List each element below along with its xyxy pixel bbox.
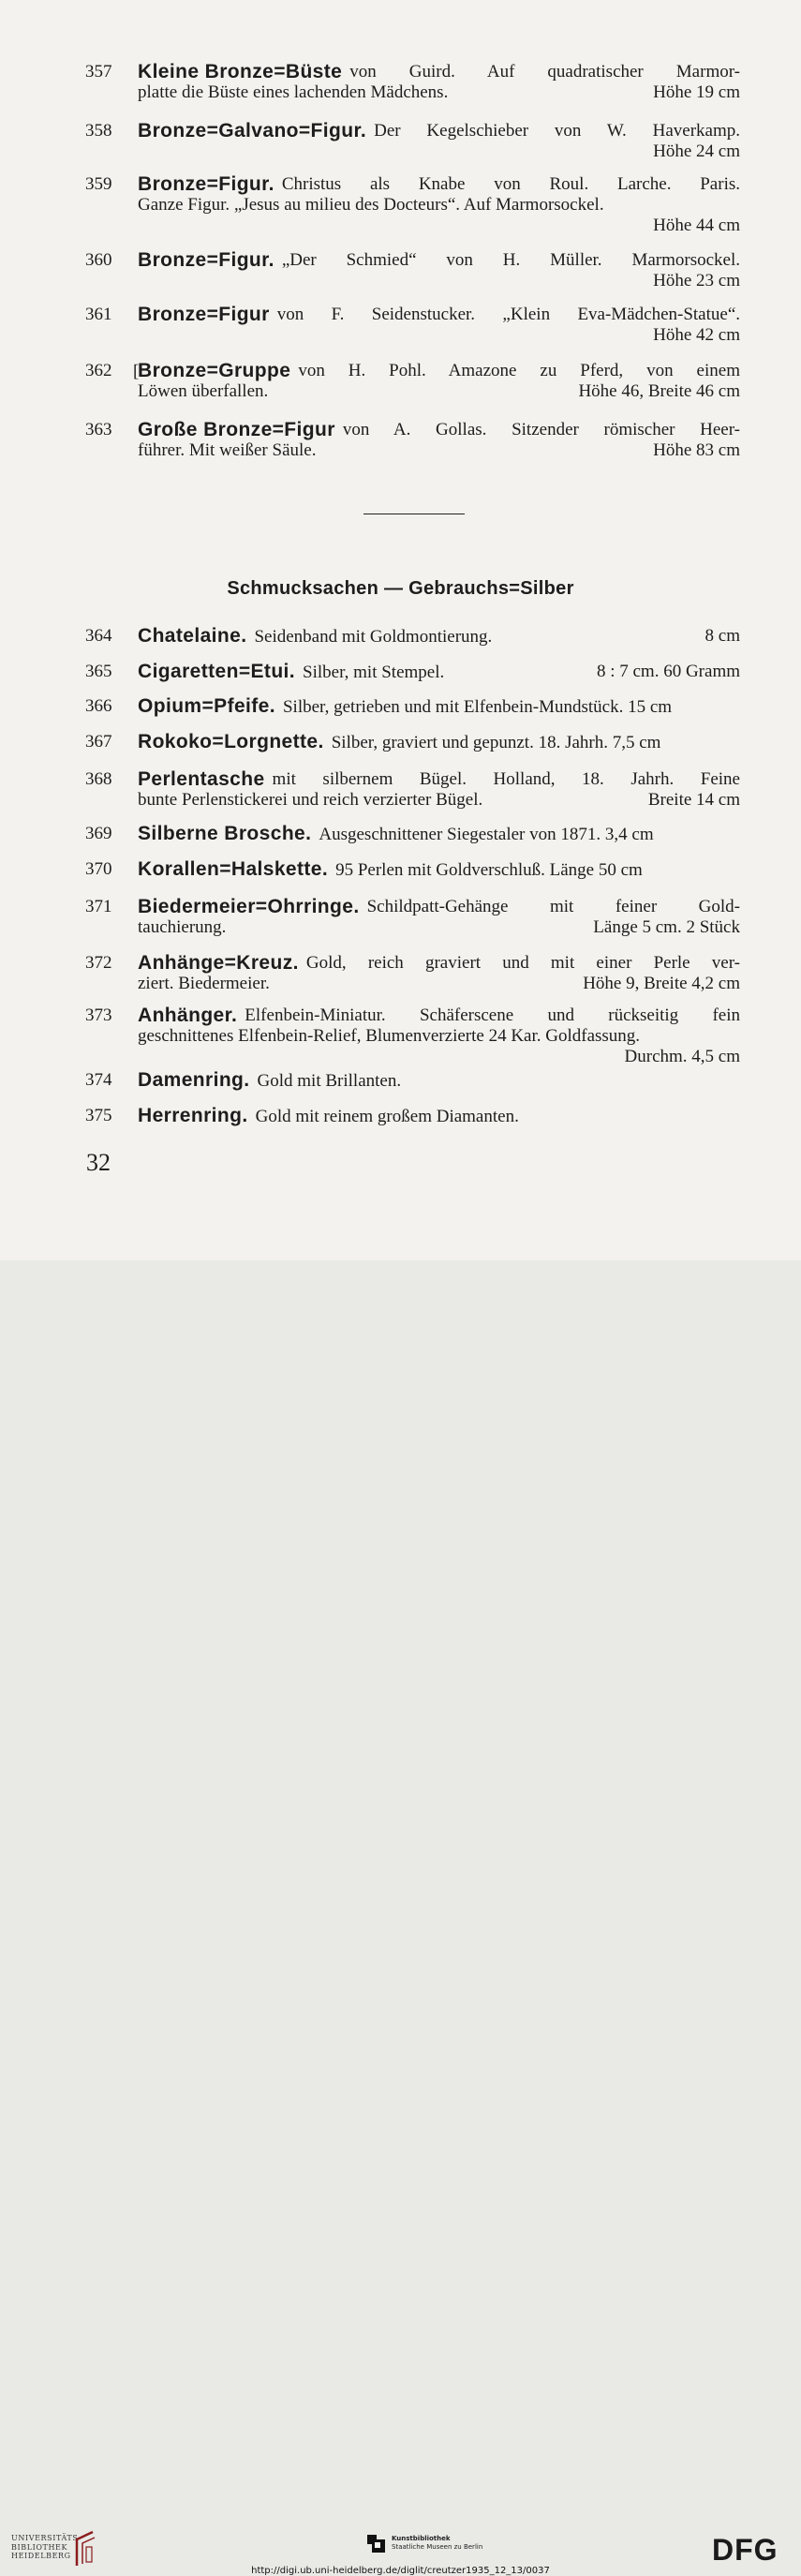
entry-heading: Bronze=Gruppe [138, 360, 291, 381]
entry-line [138, 1005, 740, 1026]
entry-number: 372 [85, 953, 112, 973]
entry-dimensions: Länge 5 cm. 2 Stück [593, 917, 740, 937]
entry-dimensions: Höhe 44 cm [653, 216, 740, 235]
entry-description: von H. Pohl. Amazone zu Pferd, von einem [298, 361, 740, 380]
entry-number: 375 [85, 1106, 112, 1125]
entry-line [138, 917, 740, 938]
entry-line [138, 325, 740, 346]
entry-description: bunte Perlenstickerei und reich verzierter Bügel. [138, 790, 483, 810]
entry-heading: Bronze=Figur. [138, 249, 274, 271]
entry-description: „Der Schmied“ von H. Müller. Marmorsockel. [281, 250, 740, 270]
entry-number: 361 [85, 305, 112, 324]
entry-dimensions: Höhe 83 cm [653, 440, 740, 460]
entry-line [138, 953, 740, 974]
entry-number: 365 [85, 662, 112, 681]
entry-line [138, 897, 740, 917]
entry-description: Seidenband mit Goldmontierung. [254, 627, 493, 647]
entry-description: Elfenbein-Miniatur. Schäferscene und rückseitig fein [245, 1005, 740, 1025]
entry-line [138, 420, 740, 440]
entry-heading: Anhänger. [138, 1005, 238, 1026]
entry-dimensions: Höhe 46, Breite 46 cm [578, 381, 740, 401]
entry-number: 370 [85, 859, 112, 879]
entry-line [138, 974, 740, 994]
entry-description: Silber, getrieben und mit Elfenbein-Mundstück. 15 cm [282, 697, 673, 717]
entry-heading: Herrenring. [138, 1105, 248, 1126]
entry-line [138, 195, 740, 216]
kunstbibliothek-text: Kunstbibliothek Staatliche Museen zu Berlin [392, 2535, 483, 2551]
entry-line [138, 626, 740, 647]
source-url[interactable]: http://digi.ub.uni-heidelberg.de/diglit/creutzer1935_12_13/0037 [251, 2566, 550, 2576]
entry-heading: Korallen=Halskette. [138, 858, 329, 880]
university-logo-icon [74, 2530, 96, 2568]
entry-line [138, 824, 740, 844]
entry-heading: Rokoko=Lorgnette. [138, 731, 324, 752]
entry-number: 373 [85, 1005, 112, 1025]
entry-line [138, 732, 740, 752]
entry-text [138, 174, 740, 236]
entry-text [138, 769, 740, 811]
entry-line [138, 174, 740, 195]
entry-dimensions: Höhe 19 cm [653, 82, 740, 102]
entry-text [138, 250, 740, 291]
entry-line [138, 82, 740, 103]
entry-dimensions: Höhe 23 cm [653, 271, 740, 290]
entry-description: Löwen überfallen. [138, 381, 269, 401]
entry-text [138, 121, 740, 162]
bracket-mark: [ [133, 362, 140, 381]
entry-heading: Perlentasche [138, 768, 265, 790]
entry-heading: Bronze=Figur. [138, 173, 274, 195]
footer-bar [0, 1260, 801, 2576]
entry-description: von Guird. Auf quadratischer Marmor- [349, 62, 740, 82]
entry-description: tauchierung. [138, 917, 227, 937]
entry-description: Gold mit reinem großem Diamanten. [255, 1107, 519, 1126]
entry-dimensions: 8 : 7 cm. 60 Gramm [596, 662, 740, 681]
entry-description: Christus als Knabe von Roul. Larche. Paris. [281, 174, 740, 194]
university-library-text: UNIVERSITÄTS- BIBLIOTHEK HEIDELBERG [11, 2534, 82, 2560]
entry-text [138, 732, 740, 752]
entry-description: Silber, mit Stempel. [303, 663, 445, 682]
entry-text [138, 696, 740, 717]
entry-number: 358 [85, 121, 112, 141]
entry-description: platte die Büste eines lachenden Mädchens. [138, 82, 449, 102]
entry-text [138, 859, 740, 880]
entry-heading: Kleine Bronze=Büste [138, 61, 343, 82]
entry-description: Der Kegelschieber von W. Haverkamp. [374, 121, 740, 141]
entry-line [138, 790, 740, 811]
entry-dimensions: Durchm. 4,5 cm [624, 1047, 740, 1066]
dfg-logo: DFG [712, 2533, 779, 2567]
entry-number: 369 [85, 824, 112, 843]
entry-line [138, 250, 740, 271]
entry-description: Ganze Figur. „Jesus au milieu des Docteurs“. Auf Marmorsockel. [138, 195, 604, 215]
entry-heading: Silberne Brosche. [138, 823, 312, 844]
entry-number: 371 [85, 897, 112, 916]
entry-text [138, 897, 740, 938]
entry-line [138, 1070, 740, 1091]
entry-number: 362 [85, 361, 112, 380]
entry-text [138, 662, 740, 682]
entry-dimensions: 8 cm [705, 626, 740, 646]
entry-line [138, 696, 740, 717]
entry-text [138, 420, 740, 461]
entry-description: mit silbernem Bügel. Holland, 18. Jahrh. Feine [272, 769, 740, 789]
entry-line [138, 381, 740, 402]
entry-dimensions: Breite 14 cm [647, 790, 740, 810]
entry-description: ziert. Biedermeier. [138, 974, 270, 993]
entry-line [138, 305, 740, 325]
entry-number: 367 [85, 732, 112, 752]
entry-heading: Biedermeier=Ohrringe. [138, 896, 360, 917]
section-title: Schmucksachen — Gebrauchs=Silber [227, 578, 574, 599]
entry-text [138, 1005, 740, 1067]
entry-line [138, 1026, 740, 1047]
entry-number: 359 [85, 174, 112, 194]
entry-text [138, 953, 740, 994]
entry-text [138, 824, 740, 844]
entry-heading: Bronze=Figur [138, 304, 270, 325]
entry-description: Ausgeschnittener Siegestaler von 1871. 3,4 cm [319, 825, 654, 844]
entry-heading: Damenring. [138, 1069, 250, 1091]
kunstbibliothek-logo-icon [367, 2535, 388, 2554]
entry-text [138, 305, 740, 346]
entry-description: geschnittenes Elfenbein-Relief, Blumenverzierte 24 Kar. Goldfassung. [138, 1026, 641, 1046]
entry-number: 363 [85, 420, 112, 439]
entry-line [138, 361, 740, 381]
entry-text [138, 361, 740, 402]
entry-line [138, 1106, 740, 1126]
entry-line [138, 1047, 740, 1067]
entry-heading: Chatelaine. [138, 625, 247, 647]
entry-line [138, 440, 740, 461]
entry-line [138, 62, 740, 82]
entry-text [138, 62, 740, 103]
entry-description: Gold, reich graviert und mit einer Perle ver- [305, 953, 740, 973]
entry-description: 95 Perlen mit Goldverschluß. Länge 50 cm [335, 860, 643, 880]
entry-description: von F. Seidenstucker. „Klein Eva-Mädchen-Statue“. [276, 305, 740, 324]
entry-heading: Anhänge=Kreuz. [138, 952, 299, 974]
entry-number: 364 [85, 626, 112, 646]
entry-text [138, 1070, 740, 1091]
entry-number: 368 [85, 769, 112, 789]
entry-description: Schildpatt-Gehänge mit feiner Gold- [366, 897, 740, 916]
entry-description: Gold mit Brillanten. [257, 1071, 402, 1091]
entry-line [138, 662, 740, 682]
entry-text [138, 626, 740, 647]
entry-dimensions: Höhe 42 cm [653, 325, 740, 345]
entry-line [138, 216, 740, 236]
entry-number: 374 [85, 1070, 112, 1090]
entry-dimensions: Höhe 24 cm [653, 141, 740, 161]
entry-heading: Bronze=Galvano=Figur. [138, 120, 367, 141]
entry-line [138, 859, 740, 880]
entry-description: Silber, graviert und gepunzt. 18. Jahrh. 7,5 cm [331, 733, 661, 752]
entry-number: 357 [85, 62, 112, 82]
page-number: 32 [86, 1149, 111, 1176]
entry-line [138, 271, 740, 291]
entry-description: von A. Gollas. Sitzender römischer Heer- [342, 420, 740, 439]
catalog-page [0, 0, 801, 1260]
entry-description: führer. Mit weißer Säule. [138, 440, 317, 460]
entry-text [138, 1106, 740, 1126]
entry-line [138, 121, 740, 141]
entry-line [138, 769, 740, 790]
entry-heading: Cigaretten=Etui. [138, 661, 296, 682]
entry-heading: Große Bronze=Figur [138, 419, 335, 440]
entry-line [138, 141, 740, 162]
entry-number: 366 [85, 696, 112, 716]
entry-number: 360 [85, 250, 112, 270]
entry-dimensions: Höhe 9, Breite 4,2 cm [583, 974, 740, 993]
entry-heading: Opium=Pfeife. [138, 695, 275, 717]
